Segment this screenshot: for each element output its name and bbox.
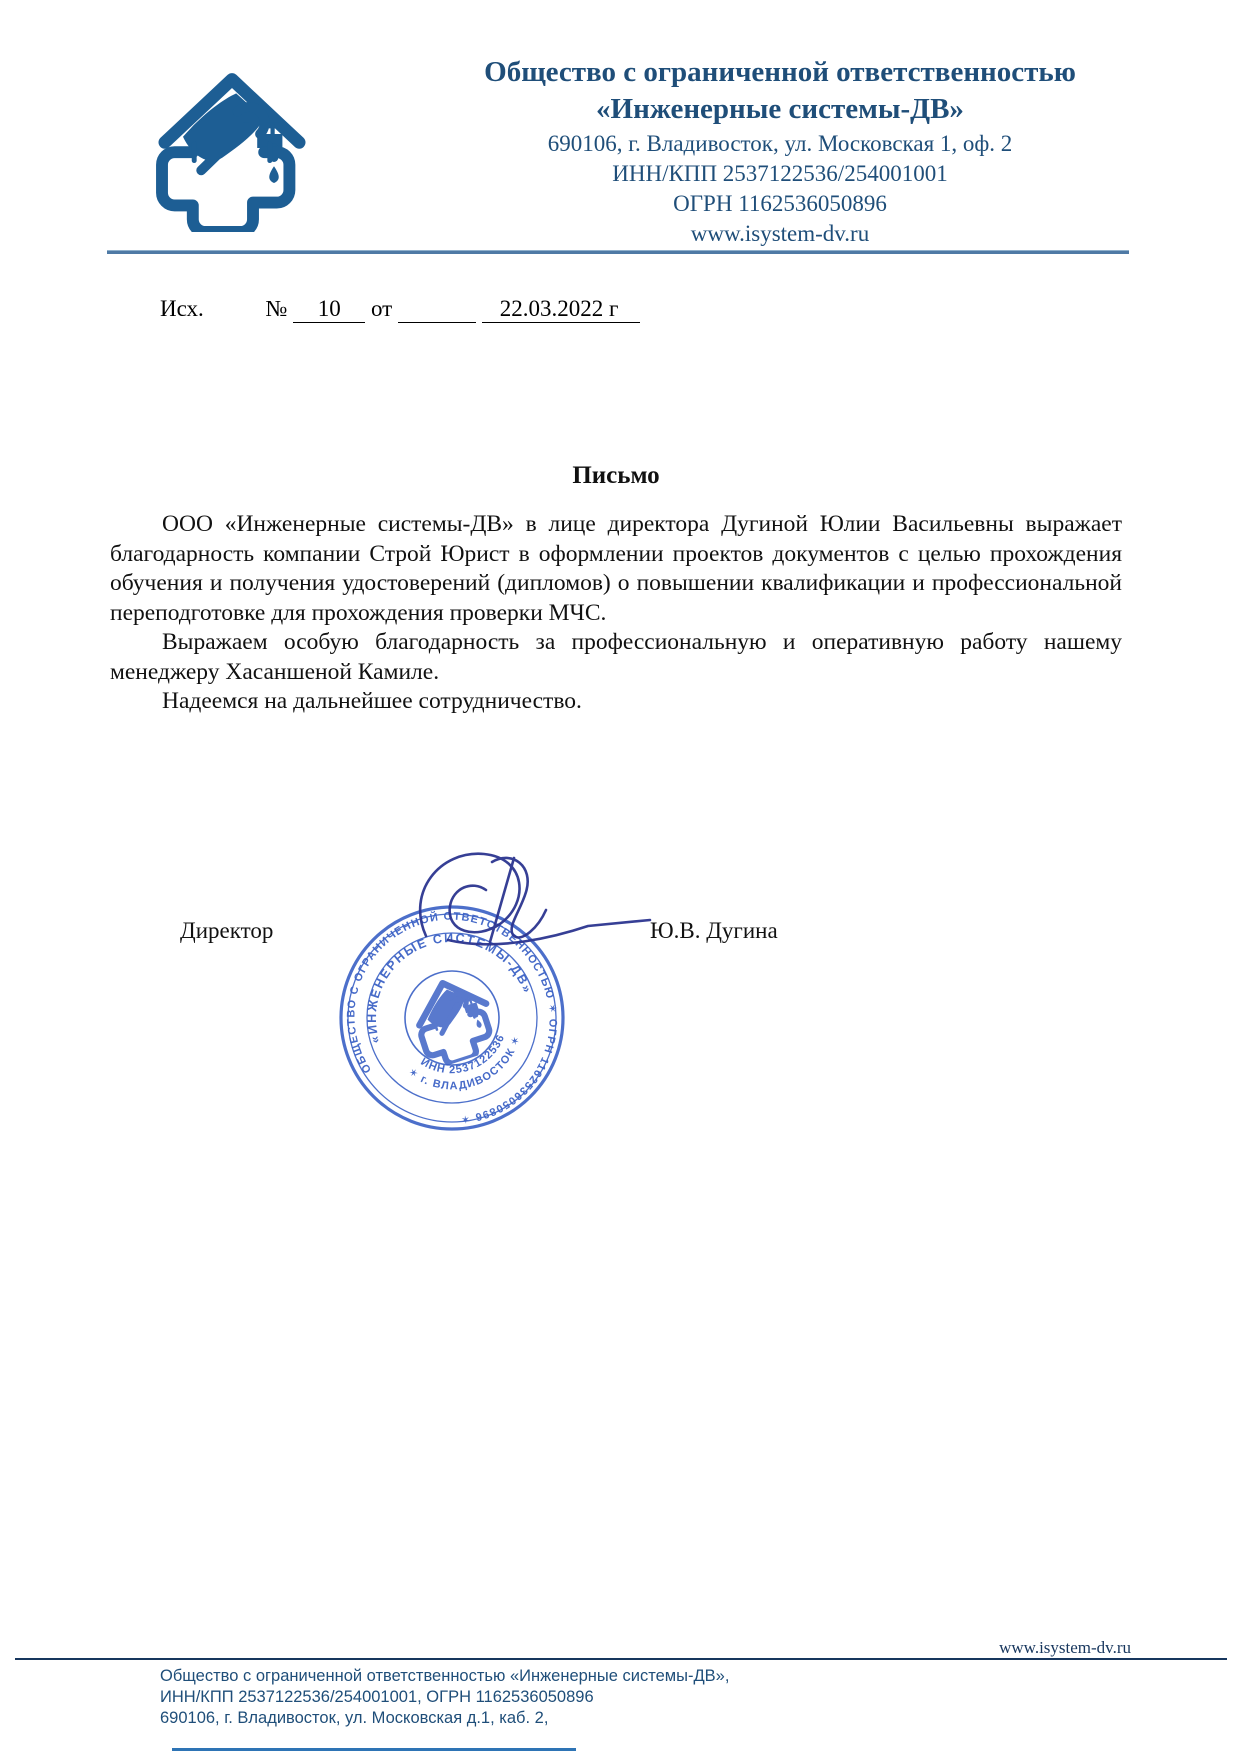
signer-name: Ю.В. Дугина — [650, 918, 778, 943]
org-inn-kpp: ИНН/КПП 2537122536/254001001 — [612, 160, 948, 186]
paragraph: Выражаем особую благодарность за профессиональную и оперативную работу нашему менеджеру Хасаншеной Камиле. — [110, 629, 1122, 685]
stamp-company-name: «ИНЖЕНЕРНЫЕ СИСТЕМЫ-ДВ» — [364, 930, 535, 1045]
footer-bottom-accent — [172, 1748, 576, 1751]
ref-date: 22.03.2022 г — [482, 296, 641, 323]
footer-block — [160, 1666, 1060, 1728]
org-address: 690106, г. Владивосток, ул. Московская 1, оф. 2 — [547, 130, 1013, 156]
ref-label: Исх. — [160, 296, 204, 321]
stamp-city-text: ✶ г. ВЛАДИВОСТОК ✶ — [405, 1033, 524, 1093]
letter-body — [110, 462, 1122, 717]
letterhead — [420, 55, 1140, 248]
stamp-inn-text: ИНН 2537122536 — [418, 1032, 508, 1077]
stamp-ring-text: ОБЩЕСТВО С ОГРАНИЧЕННОЙ ОТВЕТСТВЕННОСТЬЮ ✶ ОГРН 1162536050896 ✶ — [345, 910, 559, 1126]
footer-org-line: Общество с ограниченной ответственностью «Инженерные системы-ДВ», — [160, 1667, 730, 1685]
ref-from-label: от — [370, 296, 393, 321]
ref-number: 10 — [293, 296, 365, 323]
handwritten-signature — [388, 840, 688, 960]
letter-title: Письмо — [572, 462, 660, 489]
company-logo-icon — [148, 62, 316, 234]
reference-line — [160, 296, 640, 323]
paragraph: Надеемся на дальнейшее сотрудничество. — [162, 688, 582, 714]
header-divider — [107, 250, 1129, 254]
footer-divider — [15, 1658, 1227, 1660]
org-type: Общество с ограниченной ответственностью — [484, 56, 1076, 88]
paragraph: ООО «Инженерные системы-ДВ» в лице директора Дугиной Юлии Васильевны выражает благодарность компании Строй Юрист в оформлении проектов документов с целью прохождения обучения и получения удостоверений (дипломов) о повышении квалификации и профессиональной переподготовке для прохождения проверки МЧС. — [110, 511, 1122, 626]
ref-number-sign: № — [265, 296, 288, 321]
ref-blank — [398, 296, 476, 323]
org-ogrn: ОГРН 1162536050896 — [673, 190, 887, 216]
footer-inn-line: ИНН/КПП 2537122536/254001001, ОГРН 1162536050896 — [160, 1687, 594, 1706]
footer-website: www.isystem-dv.ru — [999, 1638, 1131, 1657]
footer-address-line: 690106, г. Владивосток, ул. Московская д.1, каб. 2, — [160, 1708, 549, 1727]
org-website: www.isystem-dv.ru — [690, 220, 870, 246]
org-name: «Инженерные системы-ДВ» — [596, 93, 964, 126]
signer-position: Директор — [180, 918, 274, 943]
